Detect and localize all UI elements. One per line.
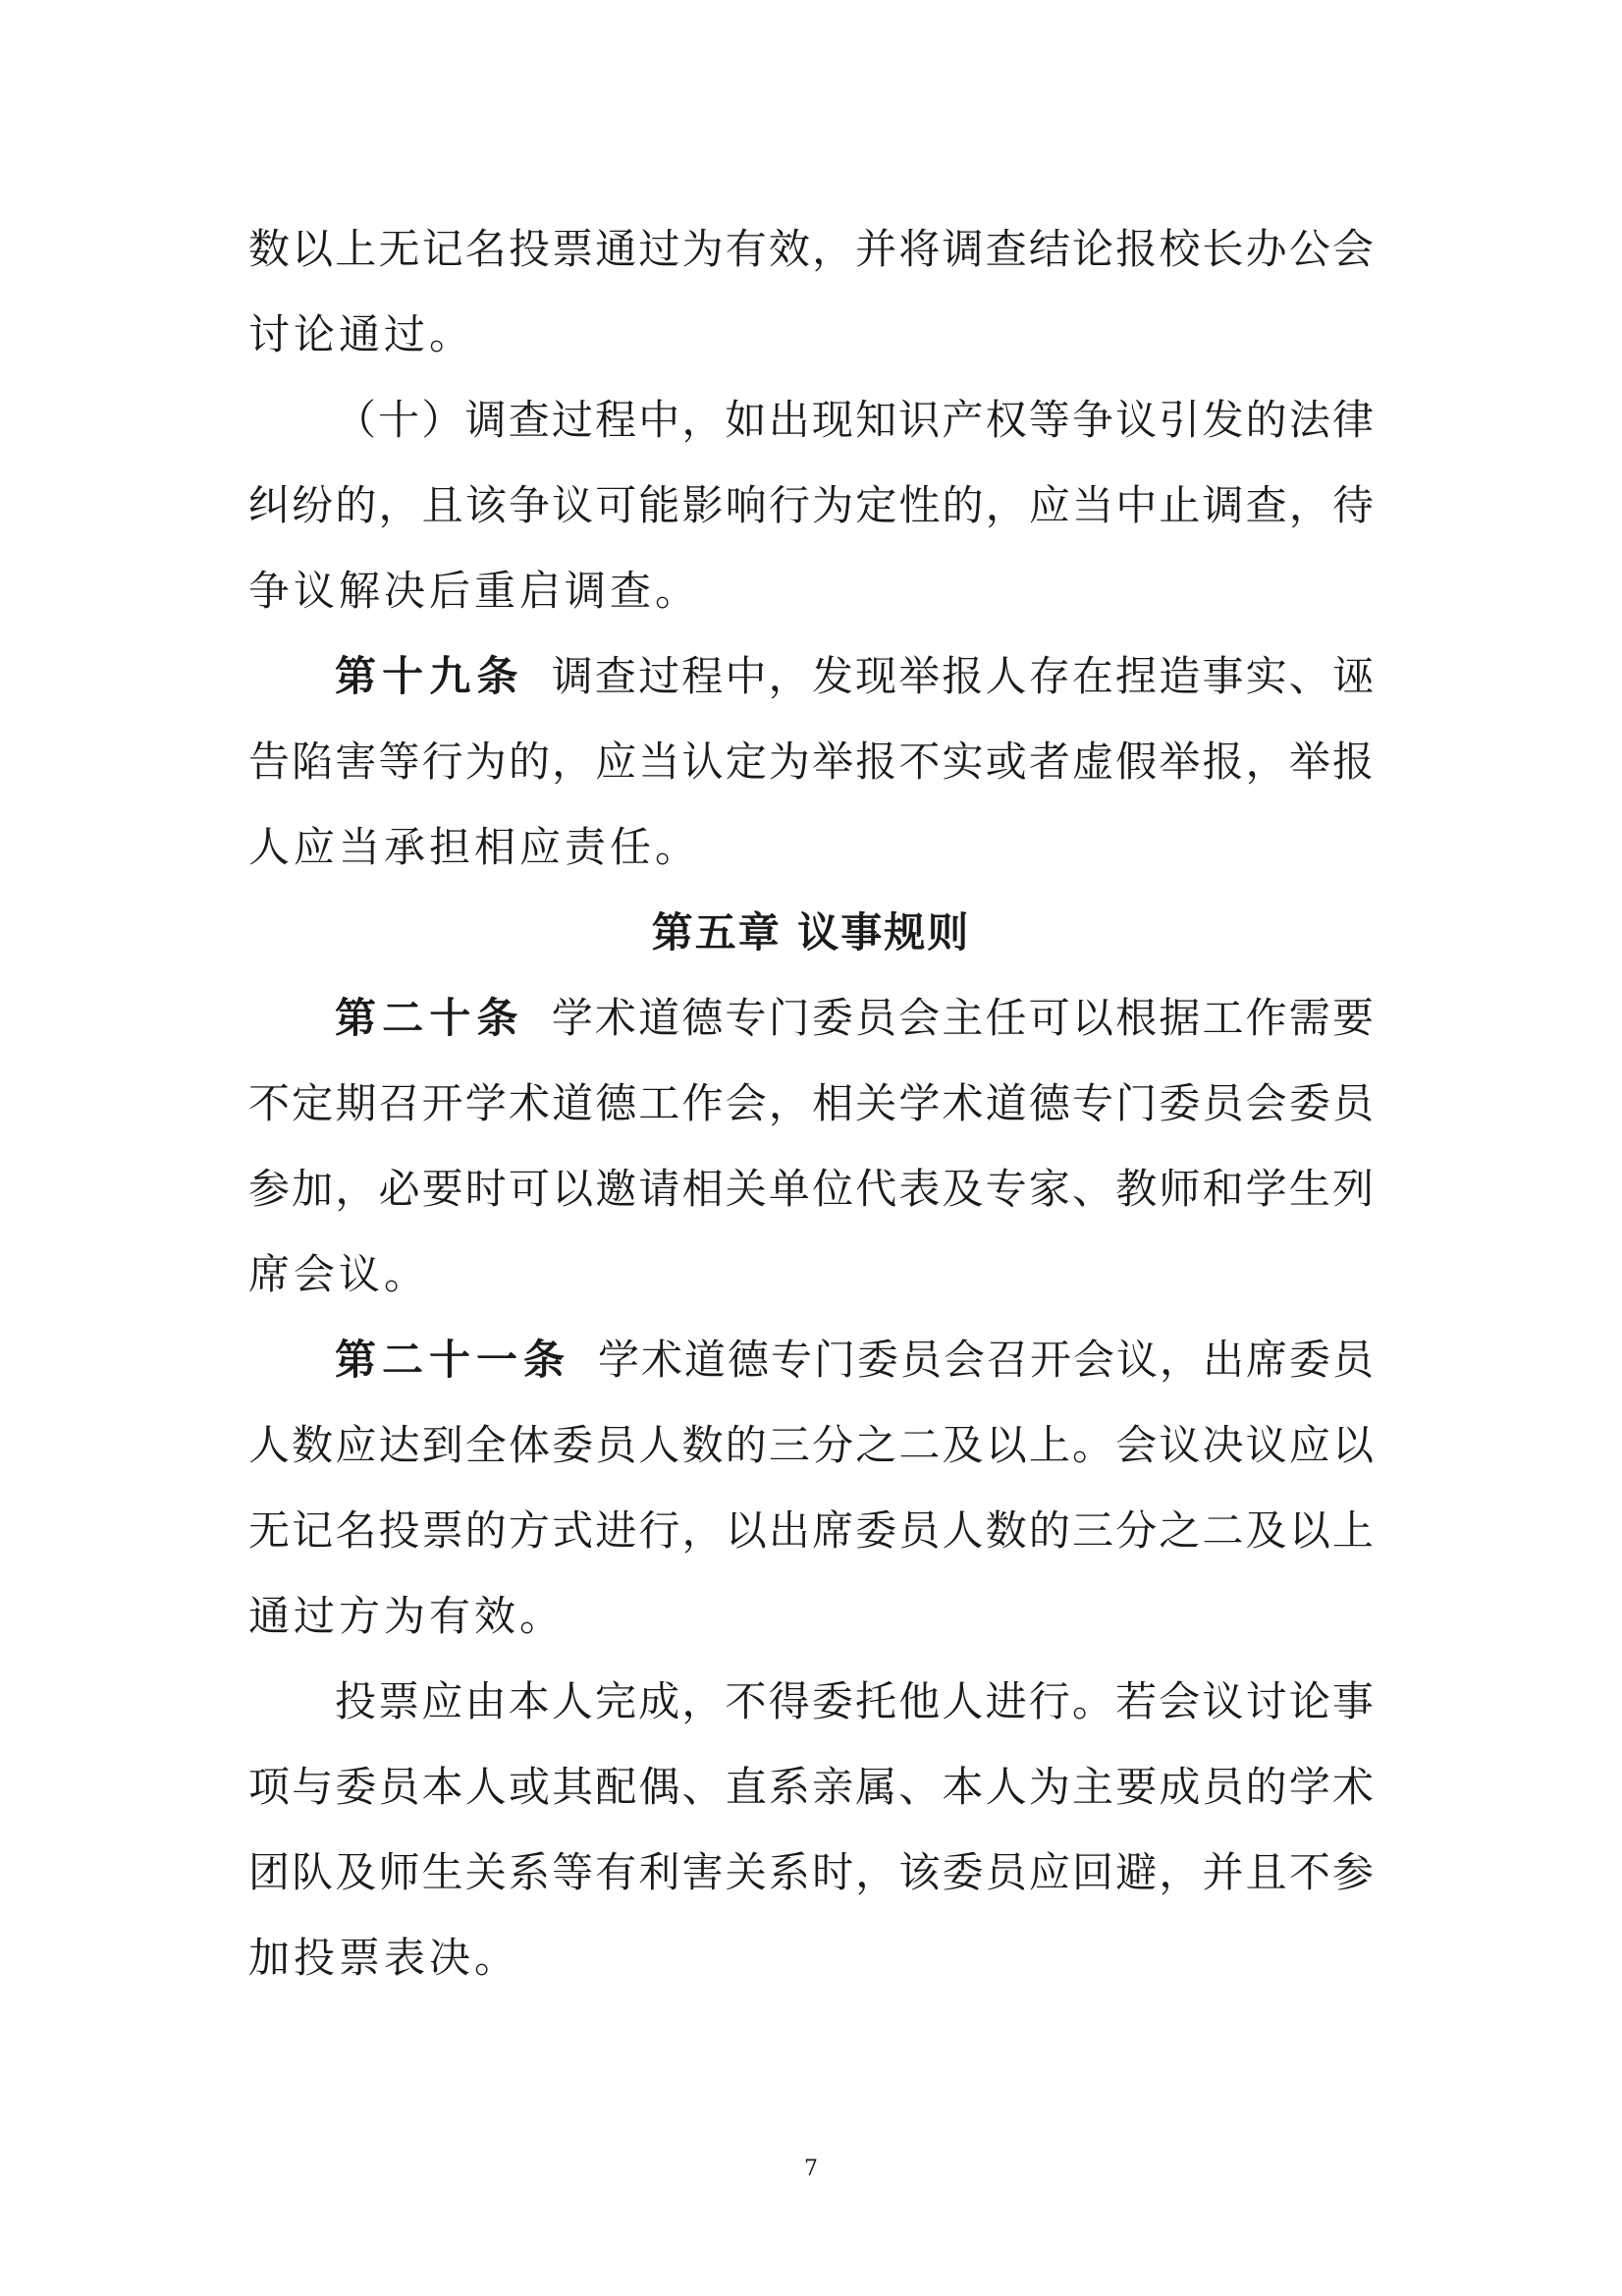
body-line: 学术道德专门委员会召开会议，出席委员 [598, 1336, 1374, 1384]
body-line: 学术道德专门委员会主任可以根据工作需要 [551, 994, 1374, 1042]
page-number: 7 [804, 2157, 818, 2181]
body-line: （十）调查过程中，如出现知识产权等争议引发的法律 [335, 396, 1374, 444]
body-line: 告陷害等行为的，应当认定为举报不实或者虚假举报，举报 [248, 738, 1374, 786]
article-20-title: 第二十条 [335, 994, 524, 1042]
body-line: 争议解决后重启调查。 [248, 567, 701, 615]
body-line: 参加，必要时可以邀请相关单位代表及专家、教师和学生列 [248, 1165, 1374, 1213]
article-20-first-line [248, 975, 1374, 1061]
body-line: 通过方为有效。 [248, 1592, 566, 1640]
body-line: 投票应由本人完成，不得委托他人进行。若会议讨论事 [335, 1677, 1374, 1725]
document-body [248, 206, 1374, 2000]
article-19-first-line [248, 633, 1374, 719]
body-line: 不定期召开学术道德工作会，相关学术道德专门委员会委员 [248, 1079, 1374, 1127]
article-21-first-line [248, 1317, 1374, 1402]
body-line: 加投票表决。 [248, 1934, 520, 1982]
chapter-heading: 第五章 议事规则 [651, 908, 971, 957]
body-line: 无记名投票的方式进行，以出席委员人数的三分之二及以上 [248, 1506, 1374, 1555]
body-line: 调查过程中，发现举报人存在捏造事实、诬 [551, 652, 1374, 700]
article-21-title: 第二十一条 [335, 1336, 570, 1384]
body-line: 数以上无记名投票通过为有效，并将调查结论报校长办公会 [248, 225, 1374, 273]
body-line: 人应当承担相应责任。 [248, 823, 701, 871]
body-line: 纠纷的，且该争议可能影响行为定性的，应当中止调查，待 [248, 481, 1374, 529]
article-19-title: 第十九条 [335, 652, 524, 700]
body-line: 团队及师生关系等有利害关系时，该委员应回避，并且不参 [248, 1848, 1374, 1896]
body-line: 人数应达到全体委员人数的三分之二及以上。会议决议应以 [248, 1421, 1374, 1469]
body-line: 席会议。 [248, 1250, 430, 1298]
body-line: 讨论通过。 [248, 310, 475, 358]
body-line: 项与委员本人或其配偶、直系亲属、本人为主要成员的学术 [248, 1763, 1374, 1811]
